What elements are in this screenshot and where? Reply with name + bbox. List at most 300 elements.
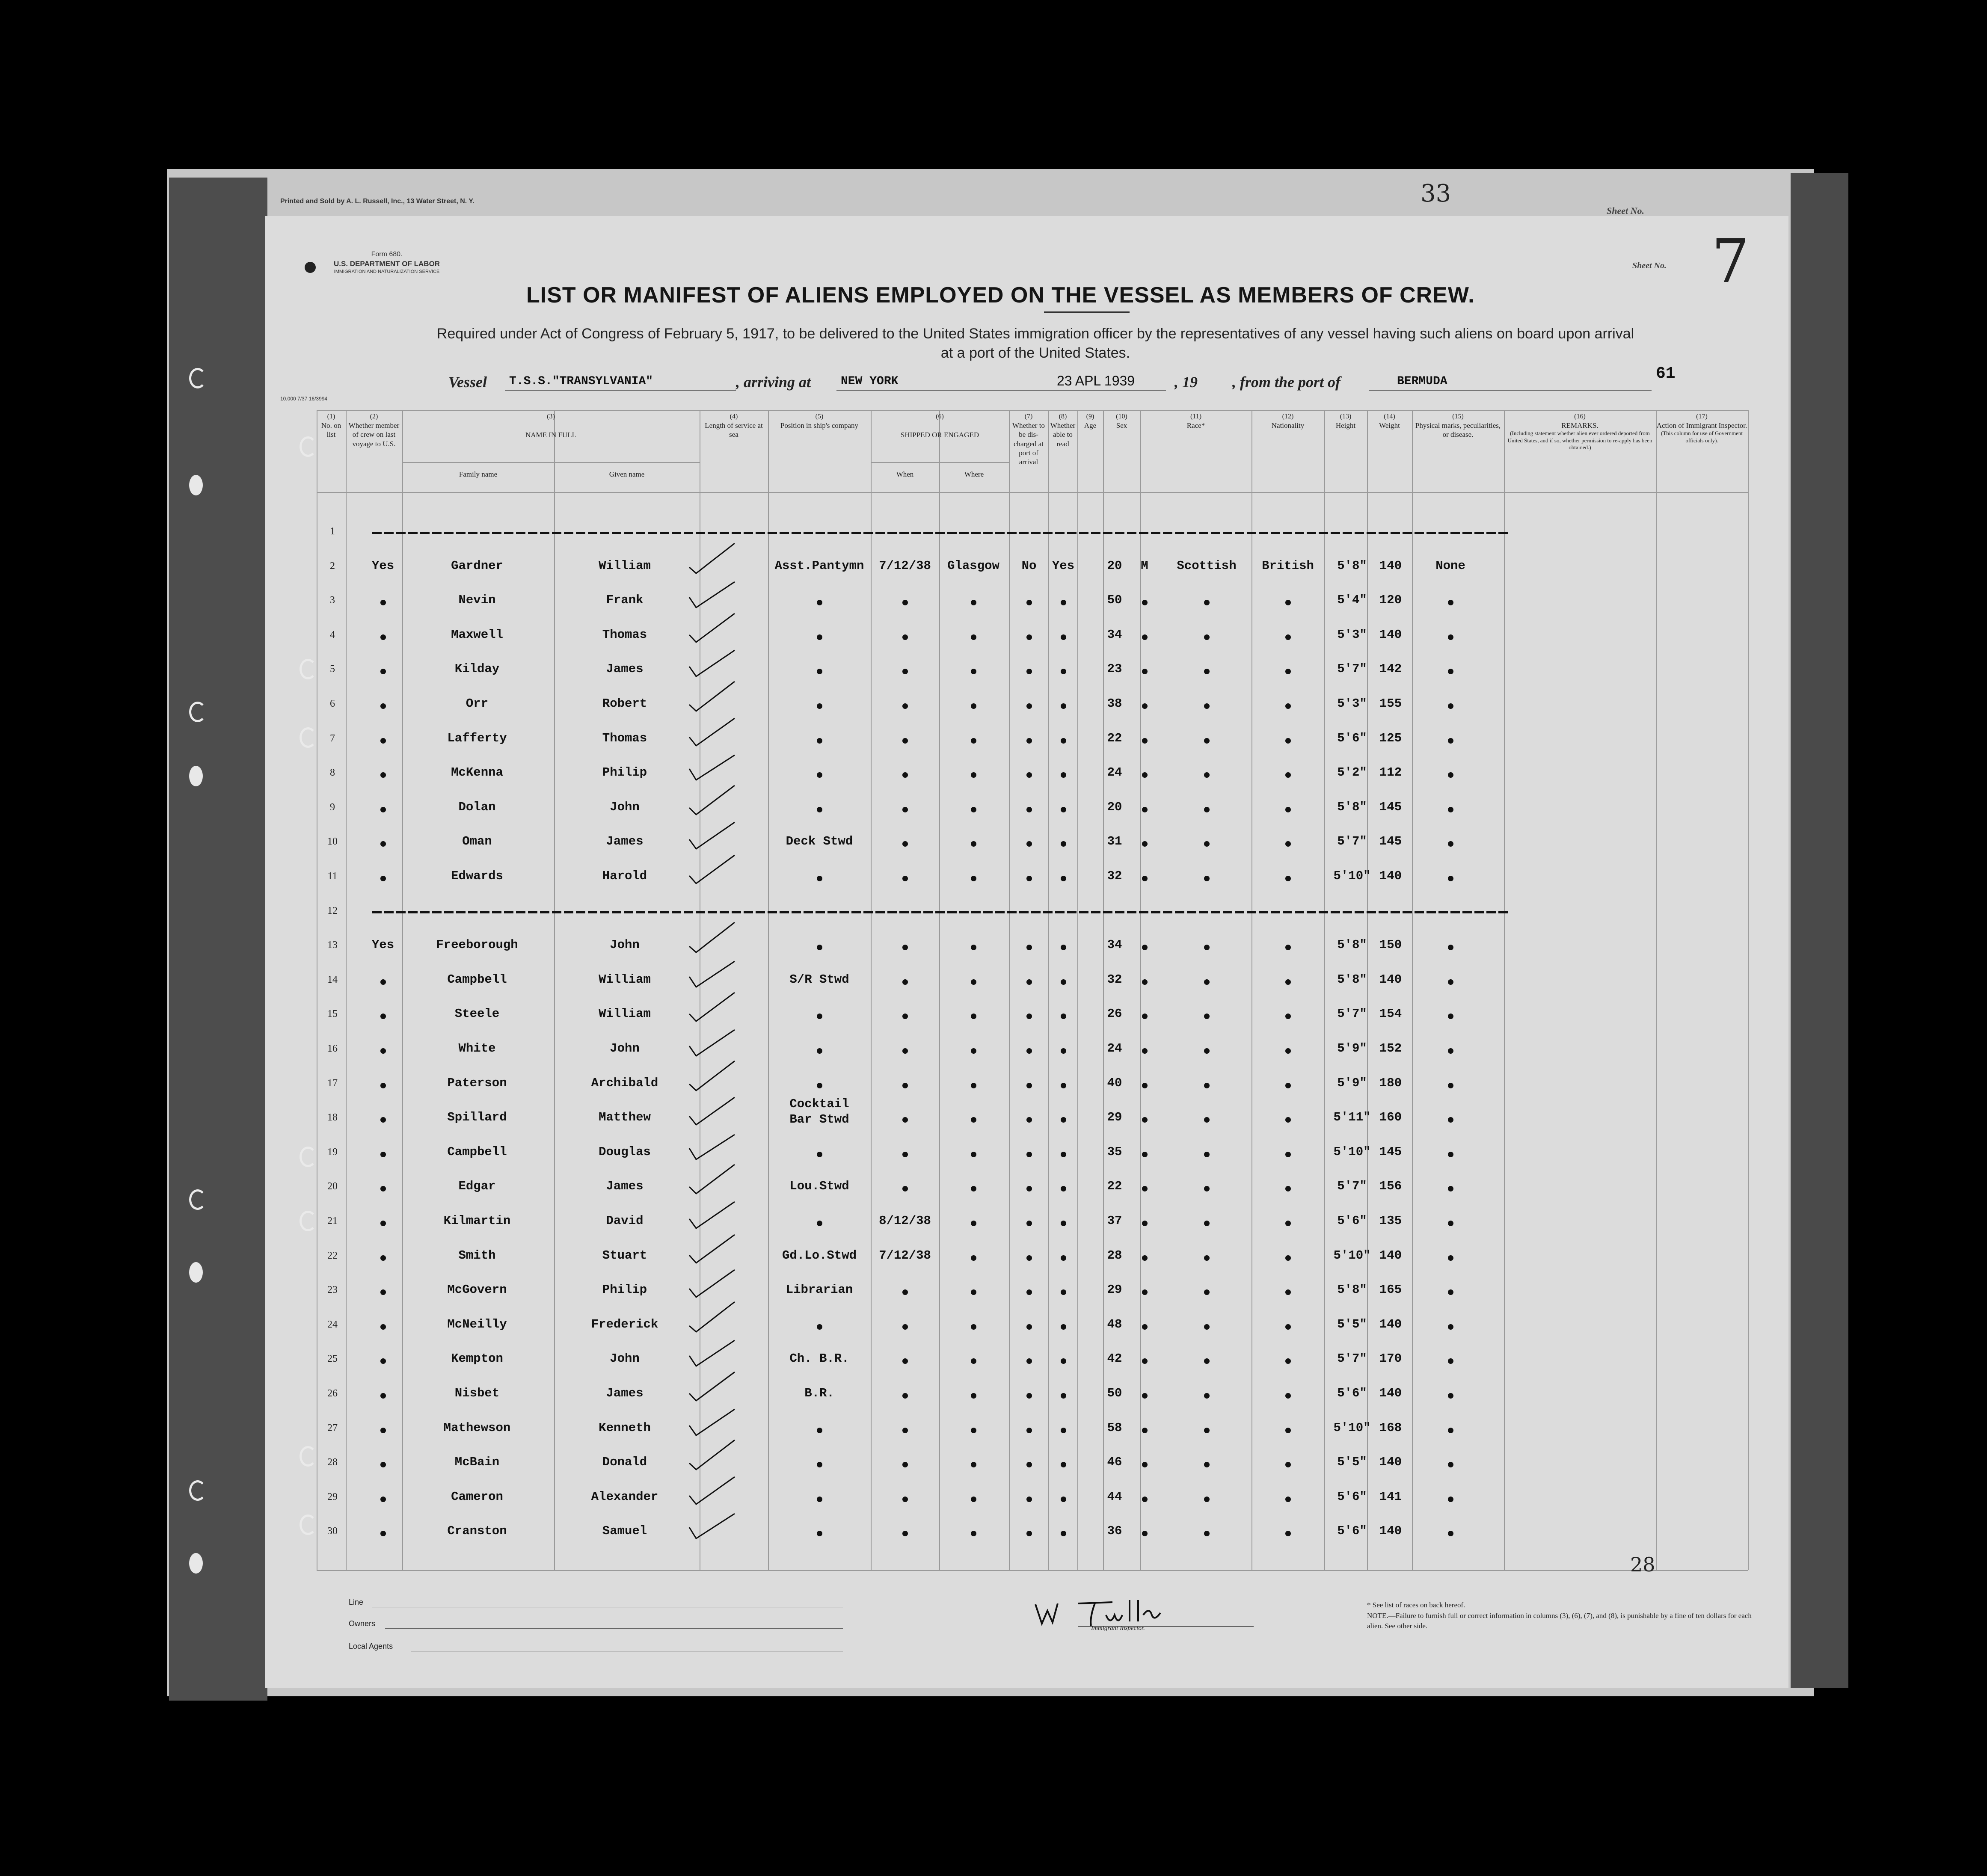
ditto-mark [1204,634,1210,640]
column-label: Position in ship's company [780,421,859,430]
ditto-mark [971,807,976,812]
cell-family: Paterson [447,1076,507,1090]
cell-given: Frank [606,593,644,608]
check-mark-icon [687,715,738,749]
subcolumn-header: Family name [459,470,498,478]
cell-age: 42 [1107,1351,1122,1366]
cell-age: 38 [1107,696,1122,711]
ditto-mark [380,1221,386,1226]
cell-height: 5'2" [1337,765,1367,780]
cell-given: Archibald [591,1076,658,1090]
ditto-mark [1204,1255,1210,1261]
ditto-mark [1061,1083,1066,1088]
column-rule [1367,410,1368,1570]
column-label: Physical marks, peculiarities, or disease. [1415,421,1501,439]
ditto-mark [1285,1324,1291,1330]
cell-marks: None [1435,558,1465,573]
column-header [1324,412,1367,430]
print-code: 10,000 7/37 16/3994 [280,396,328,402]
ditto-mark [1061,1048,1066,1054]
cell-given: Philip [602,1283,647,1297]
row-number: 23 [327,1284,338,1296]
binder-hole [300,659,317,679]
cell-height: 5'3" [1337,696,1367,711]
ditto-mark [1285,1048,1291,1054]
column-number: (1) [327,413,335,420]
ditto-mark [1204,703,1210,709]
cell-given: Thomas [602,627,647,642]
row-number: 19 [327,1146,338,1158]
cell-height: 5'3" [1337,627,1367,642]
check-mark-icon [687,1129,738,1163]
subcolumn-header: Where [964,470,984,478]
cell-height: 5'10" [1333,1248,1371,1263]
ditto-mark [1026,1083,1032,1088]
cell-given: Robert [602,696,647,711]
column-number: (9) [1086,413,1094,420]
check-mark-icon [687,1405,738,1439]
ditto-mark [380,1324,386,1330]
column-header [1048,412,1077,448]
remarks-note: (Including statement whether alien ever ordered deported from United States, and if so, whether permission to re-apply has been obtained.) [1507,430,1652,450]
row-number: 4 [330,629,335,640]
binder-hole [300,436,317,457]
ditto-mark [1204,1048,1210,1054]
column-label: Sex [1116,421,1127,430]
column-number: (3) [547,413,555,420]
footnotes [1367,1600,1752,1632]
cell-family: McBain [454,1455,500,1470]
ditto-mark [1061,807,1066,812]
ditto-mark [971,1255,976,1261]
check-mark-icon [687,1473,738,1508]
cell-position: Librarian [786,1283,853,1297]
ditto-mark [1142,1152,1148,1157]
ditto-mark [971,1497,976,1502]
cell-position: S/R Stwd [789,972,849,987]
cell-weight: 140 [1379,558,1402,573]
printer-line: Printed and Sold by A. L. Russell, Inc., 13 Water Street, N. Y. [280,198,475,205]
cell-family: Kilmartin [443,1214,511,1228]
row-number: 3 [330,595,335,606]
cell-age: 28 [1107,1248,1122,1263]
cell-height: 5'4" [1337,593,1367,608]
ditto-mark [1204,1152,1210,1157]
cell-height: 5'6" [1337,731,1367,745]
ditto-mark [380,876,386,881]
column-rule [1140,410,1141,1570]
cell-position: Ch. B.R. [789,1351,849,1366]
service-name: IMMIGRATION AND NATURALIZATION SERVICE [334,269,440,274]
sheet-no-label: Sheet No. [1632,261,1667,270]
cell-position: Cocktail Bar Stwd [789,1097,849,1127]
cell-given: Matthew [599,1110,651,1125]
cell-age: 26 [1107,1007,1122,1021]
cell-weight: 145 [1379,800,1402,814]
cell-age: 36 [1107,1524,1122,1538]
row-number: 2 [330,560,335,572]
ditto-mark [1142,1221,1148,1226]
departure-port: BERMUDA [1397,375,1447,388]
ditto-mark [1448,703,1453,709]
column-label: Whether able to read [1050,421,1076,448]
row-number: 16 [327,1043,338,1054]
ditto-mark [1448,1255,1453,1261]
ditto-mark [1204,1497,1210,1502]
cell-family: Orr [466,696,489,711]
cell-weight: 170 [1379,1351,1402,1366]
row-number: 27 [327,1422,338,1434]
ditto-mark [971,1393,976,1399]
ditto-mark [1142,703,1148,709]
ditto-mark [380,738,386,744]
row-number: 29 [327,1491,338,1503]
page-number: 61 [1656,365,1676,383]
column-rule [1324,410,1325,1570]
column-label: Age [1084,421,1097,430]
row-number: 20 [327,1181,338,1192]
cell-age: 35 [1107,1144,1122,1159]
column-rule [1656,410,1657,1570]
cell-family: Gardner [451,558,503,573]
column-label: Action of Immigrant Inspector. [1656,421,1747,430]
row-number: 30 [327,1526,338,1537]
ditto-mark [380,1152,386,1157]
cell-weight: 135 [1379,1214,1402,1228]
cell-given: John [610,800,640,814]
binder-hole [300,1147,317,1167]
row-cancel-line [372,532,1510,534]
cell-height: 5'7" [1337,1179,1367,1194]
subcolumn-header: Given name [609,470,645,478]
check-mark-icon [687,1163,738,1197]
ditto-mark [902,979,908,985]
ditto-mark [817,1324,822,1330]
cell-height: 5'8" [1337,972,1367,987]
ditto-mark [971,876,976,881]
column-header [768,412,871,430]
ditto-mark [1448,1083,1453,1088]
right-binding-strip [1791,173,1848,1688]
ditto-mark [902,738,908,744]
column-number: (7) [1024,413,1033,420]
ditto-mark [1448,1152,1453,1157]
check-mark-icon [687,853,738,887]
check-mark-icon [687,784,738,818]
ditto-mark [902,1324,908,1330]
ditto-mark [902,876,908,881]
cell-age: 20 [1107,558,1122,573]
cell-weight: 112 [1379,765,1402,780]
ditto-mark [817,738,822,744]
ditto-mark [1448,1324,1453,1330]
cell-age: 24 [1107,765,1122,780]
name-split-rule [554,462,555,1570]
ditto-mark [902,703,908,709]
ditto-mark [1285,738,1291,744]
column-number: (14) [1384,413,1395,420]
column-label: NAME IN FULL [525,431,576,439]
cell-given: David [606,1214,644,1228]
ditto-mark [1142,1393,1148,1399]
ditto-mark [1448,1428,1453,1433]
cell-weight: 140 [1379,869,1402,883]
column-number: (12) [1282,413,1294,420]
ditto-mark [380,1048,386,1054]
owners-rule [385,1628,843,1629]
cell-given: William [599,972,651,987]
ditto-mark [380,979,386,985]
check-mark-icon [687,611,738,646]
ditto-mark [1285,876,1291,881]
local-agents-label: Local Agents [349,1642,393,1651]
name-subheader-rule [402,462,700,463]
ditto-mark [1448,807,1453,812]
cell-given: John [610,1351,640,1366]
cell-age: 34 [1107,938,1122,952]
ditto-mark [1204,1083,1210,1088]
row-number: 17 [327,1077,338,1089]
cell-height: 5'10" [1333,869,1371,883]
column-header [1504,412,1656,451]
cell-weight: 140 [1379,1248,1402,1263]
cell-weight: 140 [1379,1524,1402,1538]
cell-weight: 120 [1379,593,1402,608]
ditto-mark [902,1083,908,1088]
check-mark-icon [687,646,738,680]
ditto-mark [1142,634,1148,640]
ditto-mark [1061,1255,1066,1261]
cell-family: McGovern [447,1283,507,1297]
row-number: 11 [327,871,338,882]
cell-age: 23 [1107,662,1122,676]
cell-height: 5'8" [1337,1283,1367,1297]
binder-hole [300,727,317,748]
cell-family: White [458,1041,496,1055]
ditto-mark [1448,1221,1453,1226]
arriving-port: NEW YORK [841,375,899,388]
cell-crew: Yes [371,558,394,573]
ditto-mark [1026,1152,1032,1157]
column-header [1103,412,1140,430]
ditto-mark [1026,979,1032,985]
check-mark-icon [687,922,738,956]
cell-given: Donald [602,1455,647,1470]
check-mark-icon [687,1025,738,1059]
column-label: REMARKS. [1561,421,1598,430]
ditto-mark [1285,703,1291,709]
ditto-mark [1061,979,1066,985]
cell-height: 5'8" [1337,800,1367,814]
row-number: 14 [327,974,338,985]
inspector-caption: Immigrant Inspector. [1091,1625,1145,1632]
binder-hole [300,1514,317,1535]
ditto-mark [1026,1393,1032,1399]
row-number: 7 [330,732,335,744]
cell-age: 22 [1107,731,1122,745]
ditto-mark [1448,634,1453,640]
ditto-mark [1285,1255,1291,1261]
ditto-mark [971,634,976,640]
binder-hole [189,1553,203,1574]
ditto-mark [1142,1497,1148,1502]
ditto-mark [1142,876,1148,881]
row-number: 18 [327,1112,338,1123]
ditto-mark [1142,1255,1148,1261]
sheet-no-value: 7 [1711,227,1750,296]
ditto-mark [1204,738,1210,744]
cell-weight: 165 [1379,1283,1402,1297]
ditto-mark [1026,1048,1032,1054]
cell-given: Alexander [591,1489,658,1504]
line-label: Line [349,1598,364,1606]
ditto-mark [1285,1083,1291,1088]
column-label: Nationality [1271,421,1305,430]
cell-given: James [606,1386,644,1400]
binder-hole [189,1480,206,1501]
column-number: (13) [1340,413,1352,420]
cell-weight: 168 [1379,1420,1402,1435]
cell-given: John [610,1041,640,1055]
column-header [700,412,768,439]
binder-hole [189,702,206,722]
column-header [1656,412,1748,444]
ditto-mark [1285,1221,1291,1226]
handwritten-total: 28 [1630,1553,1655,1576]
ditto-mark [1204,1324,1210,1330]
ditto-mark [902,634,908,640]
cell-height: 5'6" [1337,1489,1367,1504]
cell-age: 34 [1107,627,1122,642]
ditto-mark [1061,1152,1066,1157]
cell-given: Samuel [602,1524,647,1538]
cell-age: 46 [1107,1455,1122,1470]
title-rule [1044,311,1130,313]
ditto-mark [1061,703,1066,709]
cell-height: 5'8" [1337,938,1367,952]
row-number: 26 [327,1388,338,1399]
ditto-mark [971,1152,976,1157]
form-title: LIST OR MANIFEST OF ALIENS EMPLOYED ON THE VESSEL AS MEMBERS OF CREW. [526,283,1475,308]
ditto-mark [1061,1428,1066,1433]
cell-given: William [599,1007,651,1021]
cell-given: Harold [602,869,647,883]
cell-family: Kempton [451,1351,503,1366]
ditto-mark [817,1152,822,1157]
column-rule [1748,410,1749,1570]
row-number: 8 [330,767,335,779]
ditto-mark [1204,876,1210,881]
ditto-mark [971,1324,976,1330]
cell-sex: M [1141,558,1148,573]
cell-family: Edwards [451,869,503,883]
cell-given: John [610,938,640,952]
ditto-mark [1448,1393,1453,1399]
binder-hole [189,475,203,495]
cell-weight: 155 [1379,696,1402,711]
cell-when: 7/12/38 [879,1248,931,1263]
ditto-mark [1026,1428,1032,1433]
cell-disch: No [1021,558,1037,573]
ditto-mark [1142,1428,1148,1433]
ditto-mark [1026,876,1032,881]
cell-crew: Yes [371,938,394,952]
cell-family: Lafferty [447,731,507,745]
check-mark-icon [687,1232,738,1266]
ditto-mark [1285,1393,1291,1399]
column-header [317,412,346,439]
cell-weight: 160 [1379,1110,1402,1125]
cell-height: 5'6" [1337,1214,1367,1228]
arrival-date: 23 APL 1939 [1057,373,1135,388]
column-rule [1504,410,1505,1570]
binder-hole [300,1211,317,1231]
cell-weight: 140 [1379,972,1402,987]
column-header [1412,412,1504,439]
cell-height: 5'8" [1337,558,1367,573]
cell-family: Maxwell [451,627,503,642]
owners-label: Owners [349,1619,376,1628]
column-number: (5) [815,413,824,420]
cell-given: Kenneth [599,1420,651,1435]
ditto-mark [1285,1428,1291,1433]
cell-position: Asst.Pantymn [774,558,864,573]
cell-position: B.R. [804,1386,834,1400]
inspector-note: (This column for use of Government officials only). [1661,430,1743,444]
column-header [1077,412,1103,430]
binder-hole [189,368,206,388]
check-mark-icon [687,577,738,611]
ditto-mark [1026,703,1032,709]
cell-weight: 145 [1379,834,1402,849]
ditto-mark [380,807,386,812]
binder-hole [189,1262,203,1283]
cell-weight: 125 [1379,731,1402,745]
cell-weight: 141 [1379,1489,1402,1504]
ditto-mark [380,1428,386,1433]
cell-age: 20 [1107,800,1122,814]
ditto-mark [817,1083,822,1088]
footnote-penalty: NOTE.—Failure to furnish full or correct information in columns (3), (6), (7), and (8), is punishable by a fine of ten dollars for each alien. See other side. [1367,1611,1752,1630]
ditto-mark [817,807,822,812]
column-header [1367,412,1412,430]
ditto-mark [1061,738,1066,744]
cell-family: Smith [458,1248,496,1263]
cell-family: Campbell [447,1144,507,1159]
cell-age: 24 [1107,1041,1122,1055]
cell-family: Nisbet [454,1386,500,1400]
ditto-mark [380,1497,386,1502]
sheet-no-top-label: Sheet No. [1607,205,1644,216]
left-binding-strip [169,178,267,1701]
check-mark-icon [687,1060,738,1094]
cell-given: James [606,1179,644,1194]
cell-age: 44 [1107,1489,1122,1504]
ditto-mark [971,703,976,709]
row-number: 5 [330,664,335,675]
column-header [346,412,402,448]
cell-height: 5'7" [1337,662,1367,676]
ditto-mark [817,703,822,709]
ditto-mark [1061,1393,1066,1399]
cell-weight: 140 [1379,627,1402,642]
cell-given: Stuart [602,1248,647,1263]
ditto-mark [1061,876,1066,881]
cell-given: Thomas [602,731,647,745]
ditto-mark [1026,1221,1032,1226]
cell-race: Scottish [1177,558,1237,573]
ditto-mark [1285,807,1291,812]
